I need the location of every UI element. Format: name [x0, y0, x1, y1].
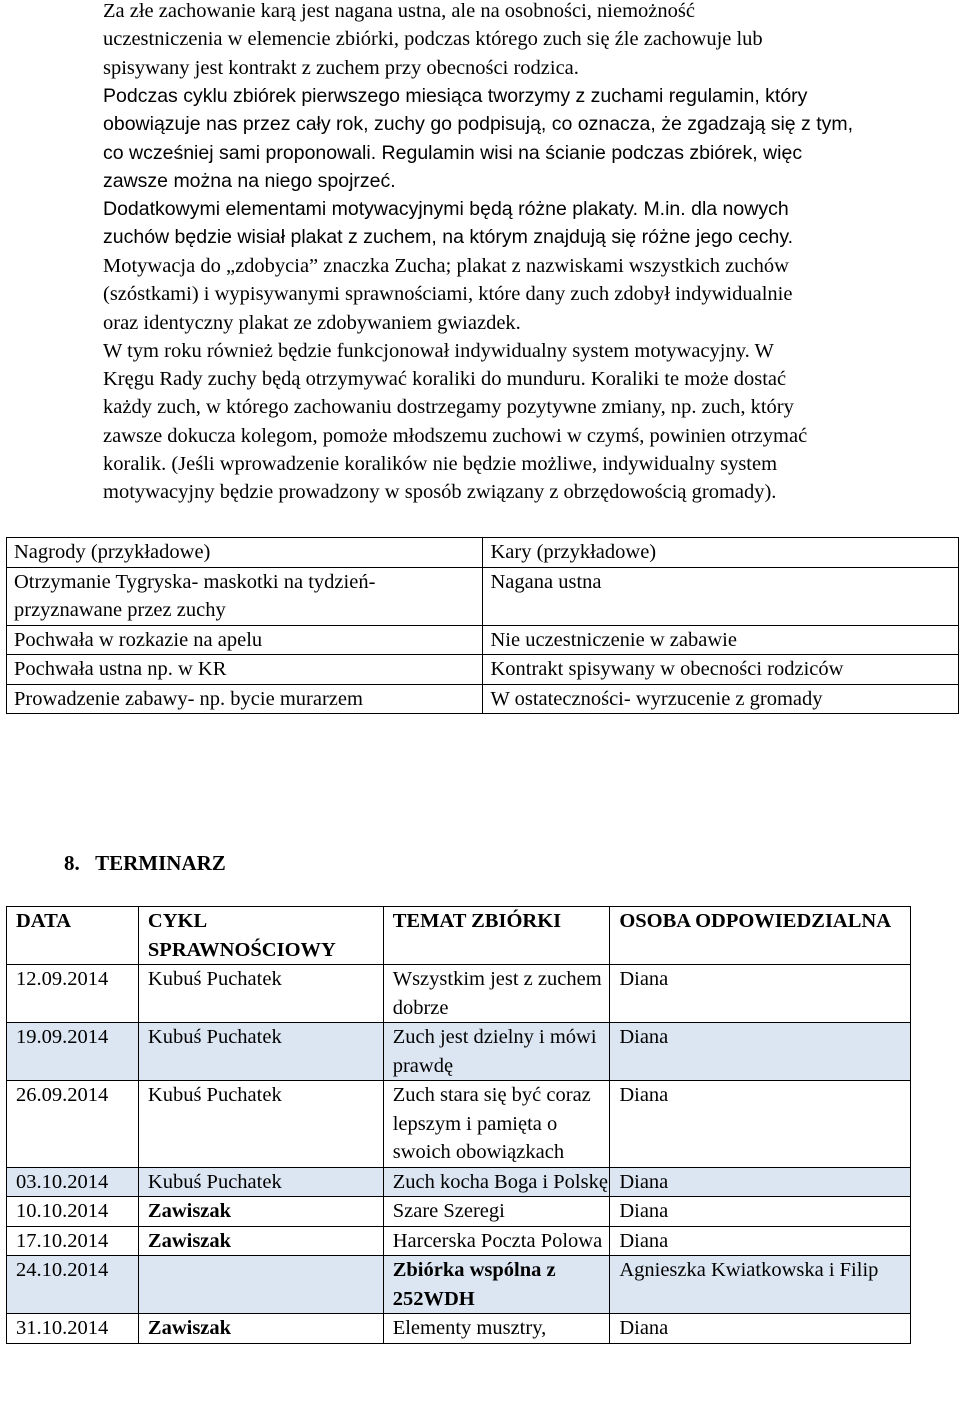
cycle-cell: Kubuś Puchatek	[138, 1023, 383, 1081]
text-line: uczestniczenia w elemencie zbiórki, podczas którego zuch się źle zachowuje lub	[103, 28, 763, 51]
topic-cell: Zuch jest dzielny i mówi prawdę	[383, 1023, 610, 1081]
paragraph-discipline	[103, 0, 943, 82]
person-cell: Diana	[610, 1167, 911, 1197]
table-header-row	[7, 907, 911, 965]
table-header-cell: DATA	[7, 907, 139, 965]
date-cell: 10.10.2014	[7, 1197, 139, 1227]
topic-cell: Zbiórka wspólna z 252WDH	[383, 1256, 610, 1314]
cycle-cell: Zawiszak	[138, 1197, 383, 1227]
paragraph-motivation	[103, 252, 943, 507]
text-line: zawsze dokucza kolegom, pomoże młodszemu zuchowi w czymś, powinien otrzymać	[103, 424, 808, 447]
person-cell: Diana	[610, 1197, 911, 1227]
table-row	[7, 1197, 911, 1227]
text-line: Motywacja do „zdobycia” znaczka Zucha; plakat z nazwiskami wszystkich zuchów	[103, 255, 789, 277]
table-row	[7, 965, 911, 1023]
topic-cell: Zuch kocha Boga i Polskę	[383, 1167, 610, 1197]
table-header-row	[7, 538, 959, 568]
text-line: zawsze można na niego spojrzeć.	[103, 169, 396, 192]
text-line: obowiązuje nas przez cały rok, zuchy go podpisują, co oznacza, że zgadzają się z tym,	[103, 113, 854, 136]
person-cell: Diana	[610, 1023, 911, 1081]
table-header-cell: Kary (przykładowe)	[483, 538, 959, 568]
text-line: Dodatkowymi elementami motywacyjnymi będą różne plakaty. M.in. dla nowych	[103, 198, 789, 221]
text-line: każdy zuch, w którego zachowaniu dostrzegamy pozytywne zmiany, np. zuch, który	[103, 396, 794, 419]
person-cell: Diana	[610, 965, 911, 1023]
reward-cell: Pochwała ustna np. w KR	[7, 655, 483, 685]
table-header-cell: OSOBA ODPOWIEDZIALNA	[610, 907, 911, 965]
table-row	[7, 1081, 911, 1168]
text-line: co wcześniej sami proponowali. Regulamin wisi na ścianie podczas zbiórek, więc	[103, 141, 803, 164]
reward-cell: Otrzymanie Tygryska- maskotki na tydzień- przyznawane przez zuchy	[7, 567, 483, 625]
cycle-cell	[138, 1256, 383, 1314]
table-row	[7, 1023, 911, 1081]
person-cell: Diana	[610, 1314, 911, 1344]
punishment-cell: Nagana ustna	[483, 567, 959, 625]
text-line: Za złe zachowanie karą jest nagana ustna, ale na osobności, niemożność	[103, 0, 695, 22]
text-line: Kręgu Rady zuchy będą otrzymywać koraliki do munduru. Koraliki te może dostać	[103, 368, 787, 391]
reward-cell: Prowadzenie zabawy- np. bycie murarzem	[7, 684, 483, 714]
table-header-cell: CYKL SPRAWNOŚCIOWY	[138, 907, 383, 965]
table-header-cell: TEMAT ZBIÓRKI	[383, 907, 610, 965]
text-line: koralik. (Jeśli wprowadzenie koralików nie będzie możliwe, indywidualny system	[103, 453, 778, 476]
topic-cell: Elementy musztry,	[383, 1314, 610, 1344]
topic-cell: Harcerska Poczta Polowa	[383, 1226, 610, 1256]
table-row	[7, 655, 959, 685]
table-header-cell: Nagrody (przykładowe)	[7, 538, 483, 568]
topic-cell: Zuch stara się być coraz lepszym i pamięta o swoich obowiązkach	[383, 1081, 610, 1168]
section-heading: 8. TERMINARZ	[64, 851, 226, 875]
table-row	[7, 1226, 911, 1256]
table-row	[7, 625, 959, 655]
person-cell: Diana	[610, 1226, 911, 1256]
paragraph-regulations	[103, 82, 943, 252]
cycle-cell: Kubuś Puchatek	[138, 1081, 383, 1168]
date-cell: 12.09.2014	[7, 965, 139, 1023]
person-cell: Agnieszka Kwiatkowska i Filip	[610, 1256, 911, 1314]
table-row	[7, 1256, 911, 1314]
text-line: spisywany jest kontrakt z zuchem przy obecności rodzica.	[103, 56, 579, 79]
text-line: motywacyjny będzie prowadzony w sposób związany z obrzędowością gromady).	[103, 481, 777, 504]
text-line: zuchów będzie wisiał plakat z zuchem, na którym znajdują się różne jego cechy.	[103, 226, 794, 249]
topic-cell: Szare Szeregi	[383, 1197, 610, 1227]
table-row	[7, 1314, 911, 1344]
text-line: Podczas cyklu zbiórek pierwszego miesiąca tworzymy z zuchami regulamin, który	[103, 85, 808, 107]
table-row	[7, 567, 959, 625]
cycle-cell: Kubuś Puchatek	[138, 1167, 383, 1197]
punishment-cell: W ostateczności- wyrzucenie z gromady	[483, 684, 959, 714]
schedule-table	[6, 906, 911, 1344]
date-cell: 03.10.2014	[7, 1167, 139, 1197]
date-cell: 31.10.2014	[7, 1314, 139, 1344]
punishment-cell: Nie uczestniczenie w zabawie	[483, 625, 959, 655]
topic-cell: Wszystkim jest z zuchem dobrze	[383, 965, 610, 1023]
date-cell: 26.09.2014	[7, 1081, 139, 1168]
date-cell: 24.10.2014	[7, 1256, 139, 1314]
table-row	[7, 684, 959, 714]
text-line: oraz identyczny plakat ze zdobywaniem gwiazdek.	[103, 311, 521, 334]
punishment-cell: Kontrakt spisywany w obecności rodziców	[483, 655, 959, 685]
rewards-punishments-table	[6, 537, 959, 714]
table-row	[7, 1167, 911, 1197]
date-cell: 17.10.2014	[7, 1226, 139, 1256]
person-cell: Diana	[610, 1081, 911, 1168]
text-line: W tym roku również będzie funkcjonował indywidualny system motywacyjny. W	[103, 339, 774, 362]
cycle-cell: Zawiszak	[138, 1226, 383, 1256]
text-line: (szóstkami) i wypisywanymi sprawnościami, które dany zuch zdobył indywidualnie	[103, 283, 793, 306]
cycle-cell: Kubuś Puchatek	[138, 965, 383, 1023]
reward-cell: Pochwała w rozkazie na apelu	[7, 625, 483, 655]
date-cell: 19.09.2014	[7, 1023, 139, 1081]
cycle-cell: Zawiszak	[138, 1314, 383, 1344]
